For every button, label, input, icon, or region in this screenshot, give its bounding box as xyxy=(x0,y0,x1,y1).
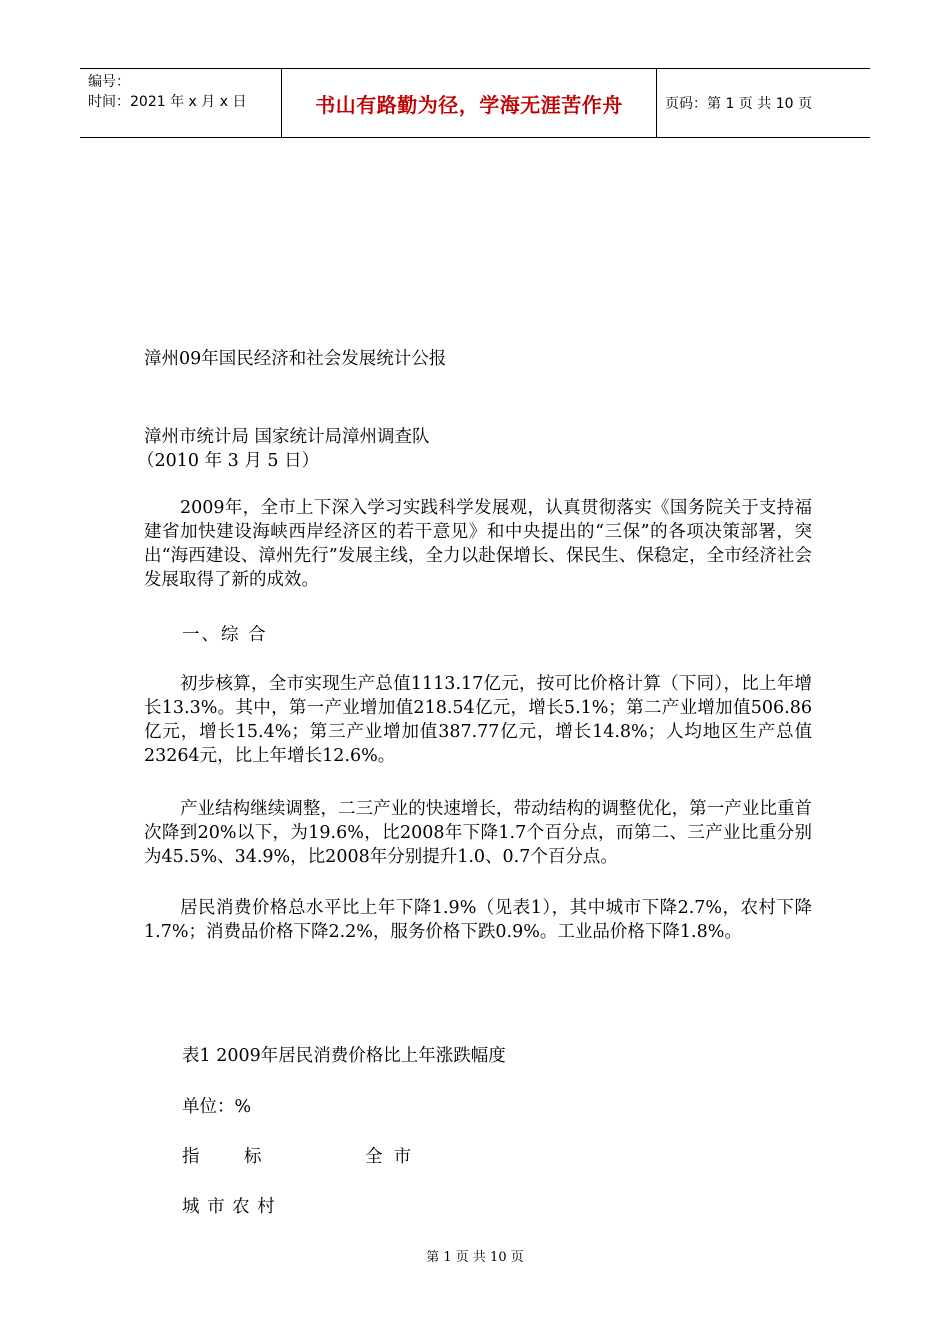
time-label: 时间：2021 年 x 月 x 日 xyxy=(88,94,247,110)
header-meta xyxy=(80,69,282,137)
intro-text: 2009年，全市上下深入学习实践科学发展观，认真贯彻落实《国务院关于支持福建省加快建设海峡西岸经济区的若干意见》和中央提出的“三保”的各项决策部署，突出“海西建设、漳州先行”发展主线，全力以赴保增长、保民生、保稳定，全市经济社会发展取得了新的成效。 xyxy=(144,498,812,590)
header-motto-cell xyxy=(282,69,657,137)
document-title: 漳州09年国民经济和社会发展统计公报 xyxy=(144,349,447,369)
table-header-urban-rural: 城 市 农 村 xyxy=(182,1197,276,1217)
paragraph-2-text: 产业结构继续调整，二三产业的快速增长，带动结构的调整优化，第一产业比重首次降到20%以下，为19.6%，比2008年下降1.7个百分点，而第二、三产业比重分别为45.5%、34.9%，比2008年分别提升1.0、0.7个百分点。 xyxy=(144,799,812,867)
table-unit: 单位：% xyxy=(182,1097,252,1117)
paragraph-2 xyxy=(144,797,812,869)
table-title: 表1 2009年居民消费价格比上年涨跌幅度 xyxy=(182,1046,506,1066)
paragraph-1 xyxy=(144,672,812,768)
paragraph-3 xyxy=(144,896,812,944)
page-info-text: 页码：第 1 页 共 10 页 xyxy=(665,96,812,112)
header-page-info xyxy=(657,69,870,137)
paragraph-3-text: 居民消费价格总水平比上年下降1.9%（见表1），其中城市下降2.7%，农村下降1.7%；消费品价格下降2.2%，服务价格下跌0.9%。工业品价格下降1.8%。 xyxy=(144,898,812,942)
footer-page-number: 第 1 页 共 10 页 xyxy=(426,1250,524,1265)
document-date: （2010 年 3 月 5 日） xyxy=(137,451,320,471)
table-header-city-all: 全 市 xyxy=(365,1147,412,1167)
document-author: 漳州市统计局 国家统计局漳州调查队 xyxy=(144,427,430,447)
number-label: 编号： xyxy=(88,74,130,90)
motto-text: 书山有路勤为径，学海无涯苦作舟 xyxy=(315,92,623,117)
section-heading: 一、综 合 xyxy=(182,625,268,645)
paragraph-1-text: 初步核算，全市实现生产总值1113.17亿元，按可比价格计算（下同），比上年增长13.3%。其中，第一产业增加值218.54亿元，增长5.1%；第二产业增加值506.86亿元，增长15.4%；第三产业增加值387.77亿元，增长14.8%；人均地区生产总值23264元，比上年增长12.6%。 xyxy=(144,674,812,766)
table-header-indicator: 指 标 xyxy=(182,1147,262,1167)
page-footer xyxy=(0,1246,950,1265)
page-header xyxy=(80,68,870,138)
intro-paragraph xyxy=(144,496,812,592)
